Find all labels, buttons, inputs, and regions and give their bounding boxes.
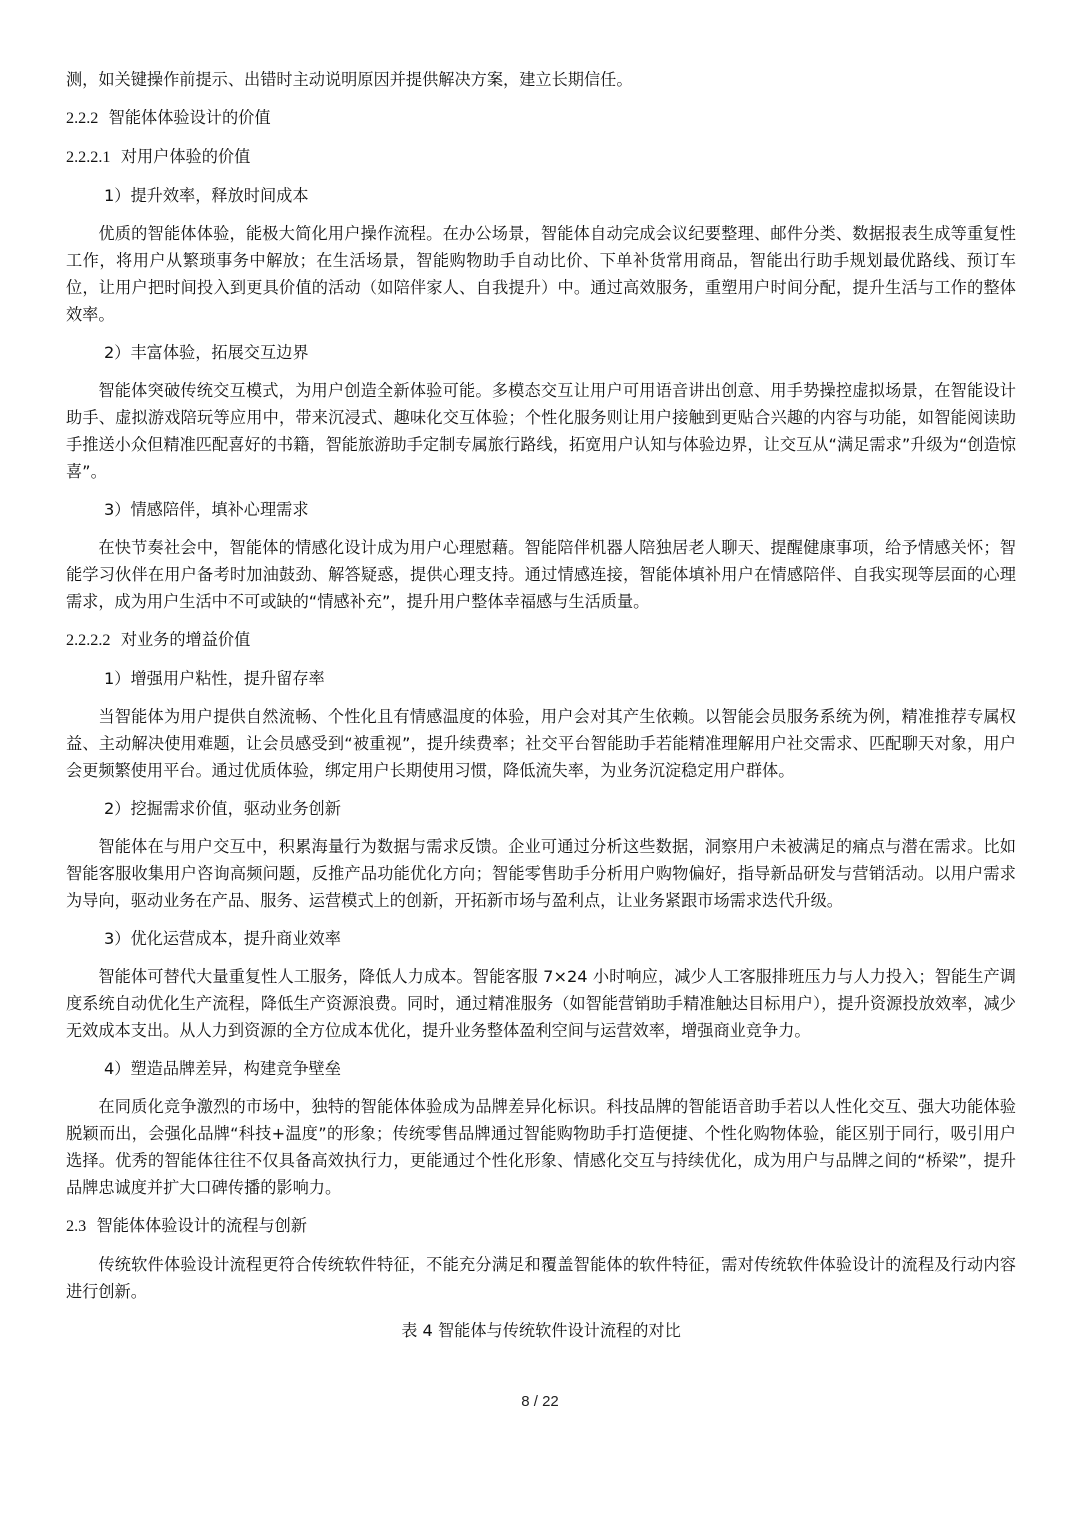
paragraph-continuation: 测，如关键操作前提示、出错时主动说明原因并提供解决方案，建立长期信任。: [66, 70, 633, 89]
list-item-heading: 1）增强用户粘性，提升留存率: [104, 669, 325, 688]
section-number: 2.2.2: [66, 109, 99, 127]
paragraph: 在同质化竞争激烈的市场中，独特的智能体体验成为品牌差异化标识。科技品牌的智能语音助手若以人性化交互、强大功能体验脱颖而出，会强化品牌“科技+温度”的形象；传统零售品牌通过智能购物助手打造便捷、个性化购物体验，能区别于同行，吸引用户选择。优秀的智能体往往不仅具备高效执行力，更能通过个性化形象、情感化交互与持续优化，成为用户与品牌之间的“桥梁”，提升品牌忠诚度并扩大口碑传播的影响力。: [66, 1097, 1016, 1197]
section-title: 对业务的增益价值: [120, 630, 251, 649]
section-title: 对用户体验的价值: [120, 147, 251, 166]
list-item-heading: 4）塑造品牌差异，构建竞争壁垒: [104, 1059, 341, 1078]
paragraph: 当智能体为用户提供自然流畅、个性化且有情感温度的体验，用户会对其产生依赖。以智能会员服务系统为例，精准推荐专属权益、主动解决使用难题，让会员感受到“被重视”，提升续费率；社交平台智能助手若能精准理解用户社交需求、匹配聊天对象，用户会更频繁使用平台。通过优质体验，绑定用户长期使用习惯，降低流失率，为业务沉淀稳定用户群体。: [66, 707, 1016, 780]
list-item-heading: 2）挖掘需求价值，驱动业务创新: [104, 799, 341, 818]
document-page: [66, 66, 1016, 1344]
list-item-heading: 3）优化运营成本，提升商业效率: [104, 929, 341, 948]
section-number: 2.3: [66, 1217, 87, 1235]
section-heading-2-2-2-1: [66, 143, 1016, 171]
paragraph: 智能体可替代大量重复性人工服务，降低人力成本。智能客服 7×24 小时响应，减少人工客服排班压力与人力投入；智能生产调度系统自动优化生产流程，降低生产资源浪费。同时，通过精准服务（如智能营销助手精准触达目标用户），提升资源投放效率，减少无效成本支出。从人力到资源的全方位成本优化，提升业务整体盈利空间与运营效率，增强商业竞争力。: [66, 967, 1016, 1040]
list-item-heading: 3）情感陪伴，填补心理需求: [104, 500, 309, 519]
paragraph: 智能体在与用户交互中，积累海量行为数据与需求反馈。企业可通过分析这些数据，洞察用户未被满足的痛点与潜在需求。比如智能客服收集用户咨询高频问题，反推产品功能优化方向；智能零售助手分析用户购物偏好，指导新品研发与营销活动。以用户需求为导向，驱动业务在产品、服务、运营模式上的创新，开拓新市场与盈利点，让业务紧跟市场需求迭代升级。: [66, 837, 1016, 910]
table-caption: 表 4 智能体与传统软件设计流程的对比: [401, 1321, 681, 1340]
list-item-heading: 2）丰富体验，拓展交互边界: [104, 343, 309, 362]
list-item-heading: 1）提升效率，释放时间成本: [104, 186, 309, 205]
section-heading-2-2-2: [66, 104, 1016, 132]
paragraph: 在快节奏社会中，智能体的情感化设计成为用户心理慰藉。智能陪伴机器人陪独居老人聊天、提醒健康事项，给予情感关怀；智能学习伙伴在用户备考时加油鼓劲、解答疑惑，提供心理支持。通过情感连接，智能体填补用户在情感陪伴、自我实现等层面的心理需求，成为用户生活中不可或缺的“情感补充”，提升用户整体幸福感与生活质量。: [66, 538, 1016, 611]
section-heading-2-3: [66, 1212, 1016, 1240]
section-title: 智能体体验设计的价值: [108, 108, 271, 127]
section-heading-2-2-2-2: [66, 626, 1016, 654]
section-title: 智能体体验设计的流程与创新: [96, 1216, 307, 1235]
paragraph: 优质的智能体体验，能极大简化用户操作流程。在办公场景，智能体自动完成会议纪要整理、邮件分类、数据报表生成等重复性工作，将用户从繁琐事务中解放；在生活场景，智能购物助手自动比价、下单补货常用商品，智能出行助手规划最优路线、预订车位，让用户把时间投入到更具价值的活动（如陪伴家人、自我提升）中。通过高效服务，重塑用户时间分配，提升生活与工作的整体效率。: [66, 224, 1016, 324]
paragraph: 智能体突破传统交互模式，为用户创造全新体验可能。多模态交互让用户可用语音讲出创意、用手势操控虚拟场景，在智能设计助手、虚拟游戏陪玩等应用中，带来沉浸式、趣味化交互体验；个性化服务则让用户接触到更贴合兴趣的内容与功能，如智能阅读助手推送小众但精准匹配喜好的书籍，智能旅游助手定制专属旅行路线，拓宽用户认知与体验边界，让交互从“满足需求”升级为“创造惊喜”。: [66, 381, 1016, 481]
page-number: 8 / 22: [521, 1393, 559, 1410]
section-number: 2.2.2.1: [66, 148, 111, 166]
section-number: 2.2.2.2: [66, 631, 111, 649]
paragraph: 传统软件体验设计流程更符合传统软件特征，不能充分满足和覆盖智能体的软件特征，需对传统软件体验设计的流程及行动内容进行创新。: [66, 1255, 1016, 1301]
